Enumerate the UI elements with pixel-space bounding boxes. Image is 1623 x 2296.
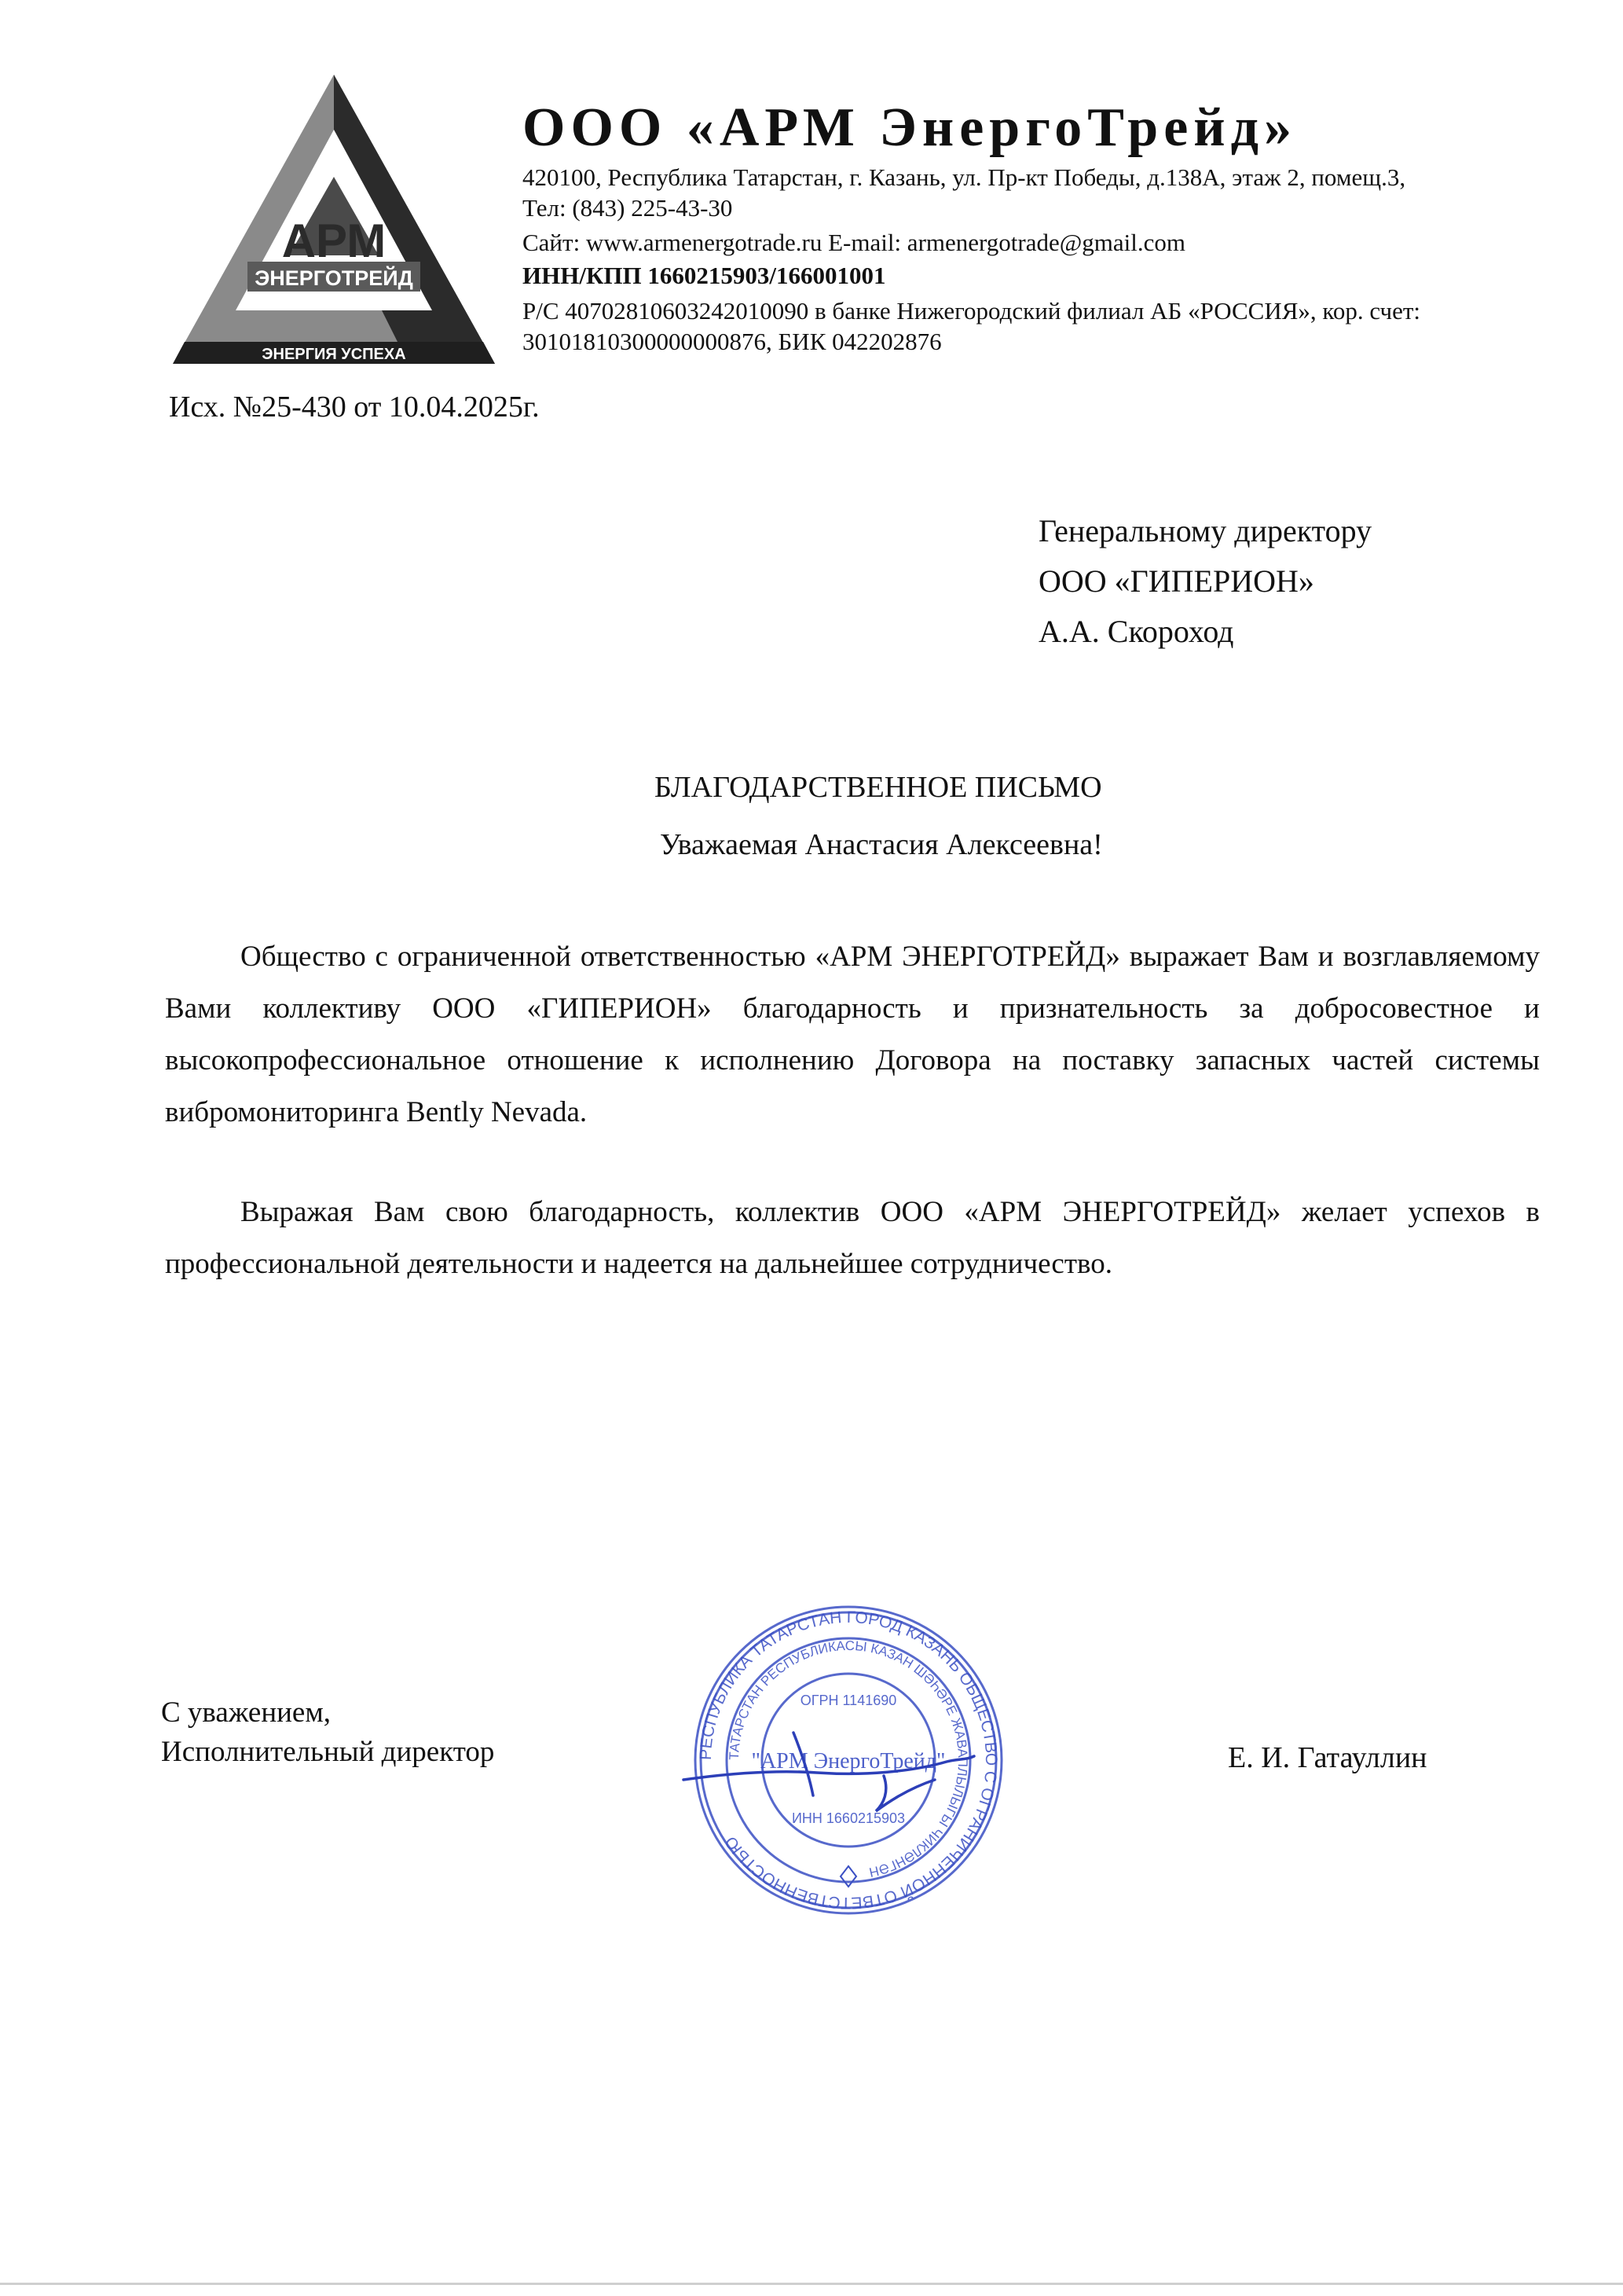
outgoing-reference: Исх. №25-430 от 10.04.2025г. [169, 391, 540, 424]
company-inn-kpp: ИНН/КПП 1660215903/166001001 [522, 262, 886, 289]
addressee-position: Генеральному директору [1039, 513, 1372, 548]
stamp-inn: ИНН 1660215903 [791, 1810, 906, 1826]
company-site-email: Сайт: www.armenergotrade.ru E-mail: armenergotrade@gmail.com [522, 229, 1186, 256]
signer-position: Исполнительный директор [161, 1736, 495, 1768]
signature-block [161, 1693, 494, 1772]
company-bank-account: Р/С 40702810603242010090 в банке Нижегородский филиал АБ «РОССИЯ», кор. счет: [522, 297, 1421, 325]
signer-name: Е. И. Гатауллин [1228, 1741, 1427, 1774]
company-logo [173, 75, 495, 369]
addressee-name: А.А. Скороход [1039, 614, 1234, 649]
logo-subbrand: ЭНЕРГОТРЕЙД [255, 266, 413, 290]
stamp-ogrn: ОГРН 1141690 [800, 1693, 897, 1708]
logo-brand: АРМ [281, 215, 387, 267]
company-stamp [676, 1595, 1021, 1925]
closing-phrase: С уважением, [161, 1696, 332, 1729]
addressee-company: ООО «ГИПЕРИОН» [1039, 563, 1314, 599]
letter-paragraph-1: Общество с ограниченной ответственностью «АРМ ЭНЕРГОТРЕЙД» выражает Вам и возглавляемому Вами коллективу ООО «ГИПЕРИОН» благодарность и признательность за добросовестное и высокопрофессиональное отношение к исполнению Договора на поставку запасных частей системы вибромониторинга Bently Nevada. [165, 941, 1540, 1128]
letter-greeting: Уважаемая Анастасия Алексеевна! [660, 828, 1103, 861]
stamp-emblem-icon [841, 1866, 856, 1887]
company-phone: Тел: (843) 225-43-30 [522, 194, 733, 222]
company-address: 420100, Республика Татарстан, г. Казань, ул. Пр-кт Победы, д.138А, этаж 2, помещ.3, [522, 163, 1406, 191]
page-bottom-edge [0, 2283, 1623, 2285]
company-name: ООО «АРМ ЭнергоТрейд» [522, 97, 1298, 158]
stamp-outer-text: РЕСПУБЛИКА ТАТАРСТАН ГОРОД КАЗАНЬ ОБЩЕСТВО С ОГРАНИЧЕННОЙ ОТВЕТСТВЕННОСТЬЮ [696, 1608, 1001, 1913]
stamp-inner-text: ТАТАРСТАН РЕСПУБЛИКАСЫ КАЗАН ШӘҺӘРЕ ЖАВАПЛЫЛЫГЫ ЧИКЛӘНГӘН [726, 1638, 971, 1880]
company-corr-account: 30101810300000000876, БИК 042202876 [522, 328, 942, 355]
logo-slogan: ЭНЕРГИЯ УСПЕХА [262, 346, 406, 363]
letter-paragraph-2: Выражая Вам свою благодарность, коллектив ООО «АРМ ЭНЕРГОТРЕЙД» желает успехов в профессиональной деятельности и надеется на дальнейшее сотрудничество. [165, 1196, 1540, 1280]
stamp-center-name: "АРМ ЭнергоТрейд" [751, 1749, 946, 1773]
letter-title: БЛАГОДАРСТВЕННОЕ ПИСЬМО [654, 771, 1102, 804]
